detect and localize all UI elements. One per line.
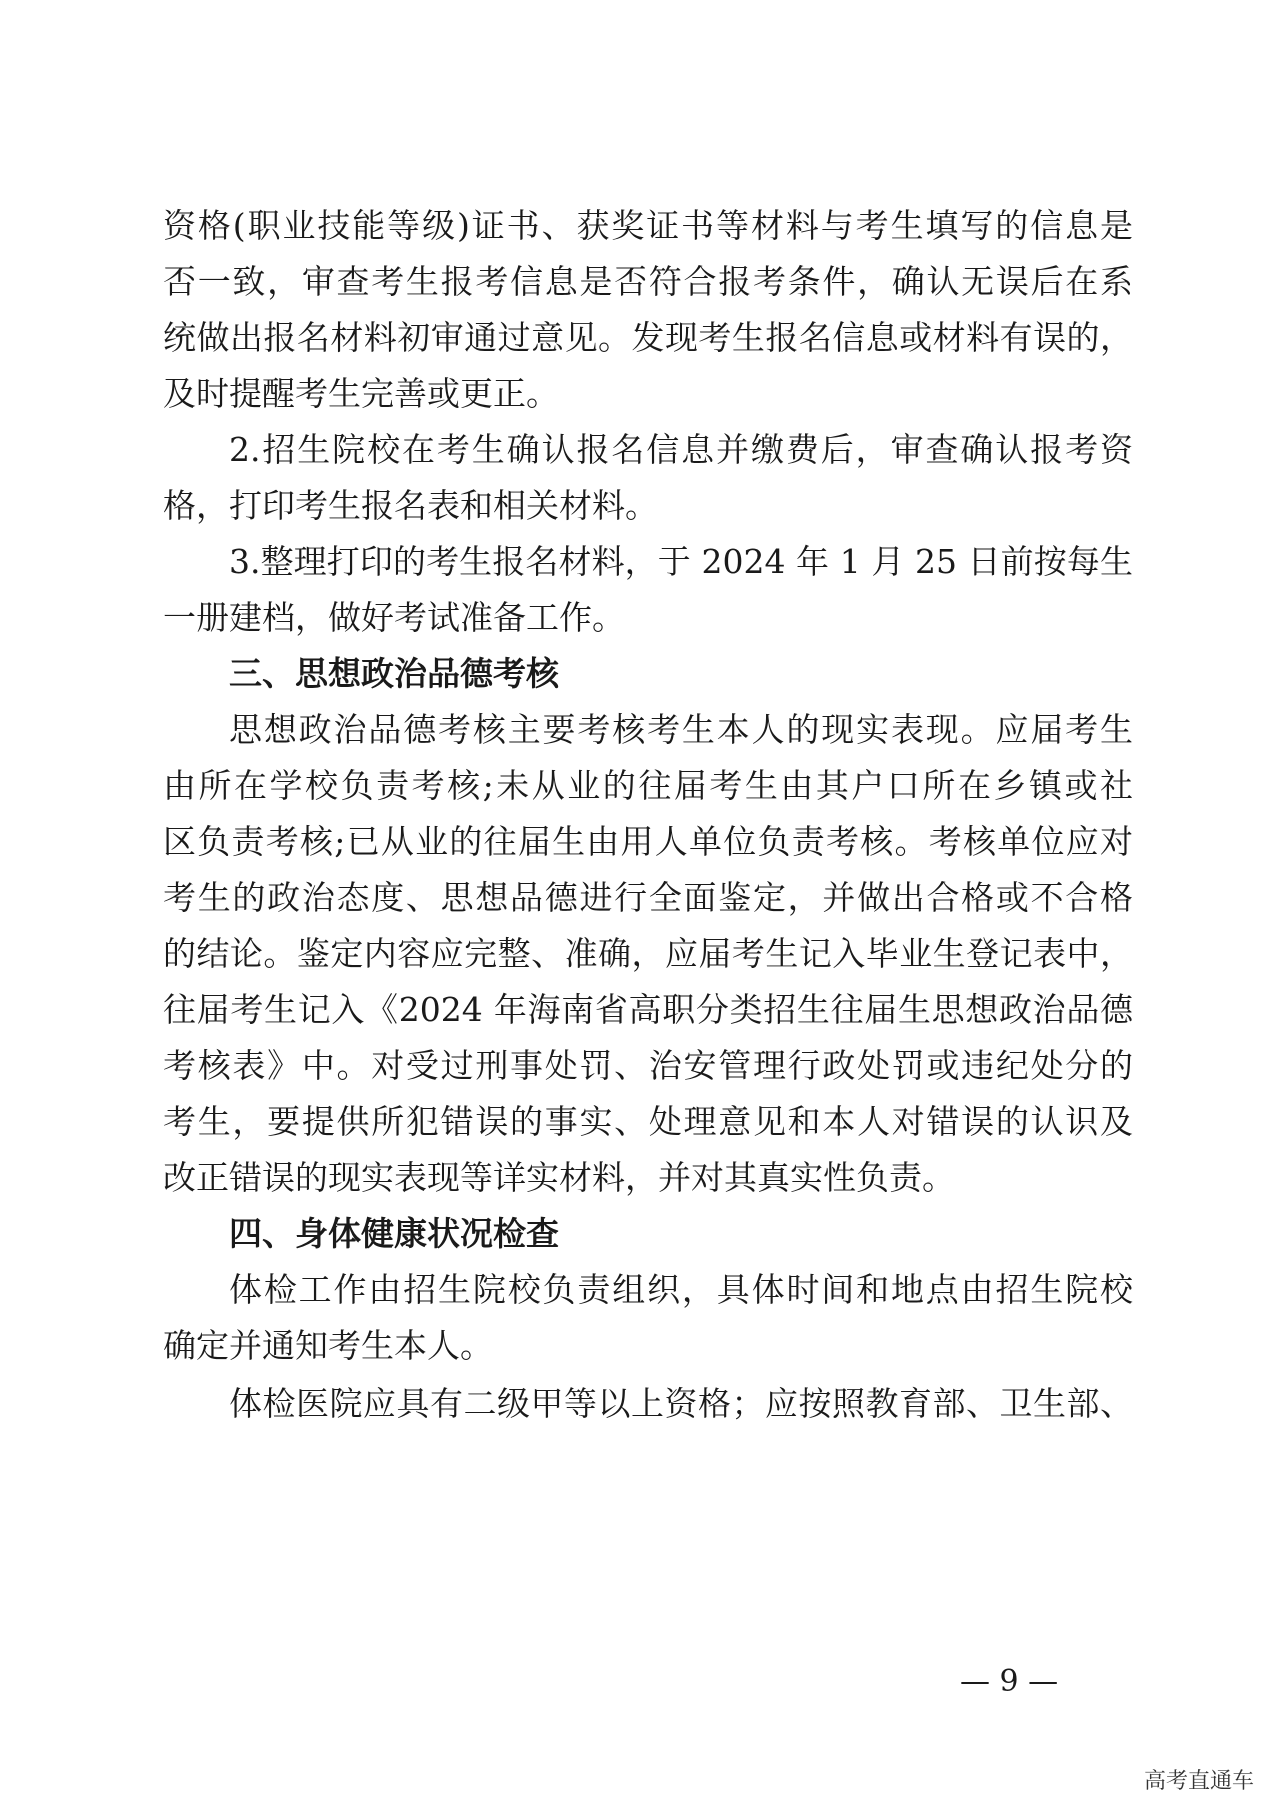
text-line-13: 考生的政治态度、思想品德进行全面鉴定，并做出合格或不合格	[163, 878, 1133, 917]
text-line-7: 3.整理打印的考生报名材料，于 2024 年 1 月 25 日前按每生	[229, 542, 1133, 581]
section-heading-3: 三、思想政治品德考核	[229, 654, 559, 693]
text-line-17: 考生，要提供所犯错误的事实、处理意见和本人对错误的认识及	[163, 1102, 1133, 1141]
text-line-14: 的结论。鉴定内容应完整、准确，应届考生记入毕业生登记表中，	[163, 934, 1133, 973]
text-line-20: 体检工作由招生院校负责组织，具体时间和地点由招生院校	[229, 1270, 1133, 1309]
page-number: — 9 —	[960, 1664, 1059, 1699]
text-line-10: 思想政治品德考核主要考核考生本人的现实表现。应届考生	[229, 710, 1133, 749]
text-line-8: 一册建档，做好考试准备工作。	[163, 598, 625, 637]
watermark-text: 高考直通车	[1143, 1769, 1254, 1794]
section-heading-4: 四、身体健康状况检查	[229, 1214, 559, 1253]
text-line-6: 格，打印考生报名表和相关材料。	[163, 486, 658, 525]
text-line-4: 及时提醒考生完善或更正。	[163, 374, 559, 413]
text-line-22: 体检医院应具有二级甲等以上资格；应按照教育部、卫生部、	[229, 1384, 1133, 1423]
text-line-11: 由所在学校负责考核;未从业的往届考生由其户口所在乡镇或社	[163, 766, 1133, 805]
text-line-15: 往届考生记入《2024 年海南省高职分类招生往届生思想政治品德	[163, 990, 1133, 1029]
text-line-2: 否一致，审查考生报考信息是否符合报考条件，确认无误后在系	[163, 262, 1133, 301]
text-line-18: 改正错误的现实表现等详实材料，并对其真实性负责。	[163, 1158, 955, 1197]
text-line-21: 确定并通知考生本人。	[163, 1326, 493, 1365]
text-line-3: 统做出报名材料初审通过意见。发现考生报名信息或材料有误的，	[163, 318, 1133, 357]
text-line-5: 2.招生院校在考生确认报名信息并缴费后，审查确认报考资	[229, 430, 1133, 469]
text-line-16: 考核表》中。对受过刑事处罚、治安管理行政处罚或违纪处分的	[163, 1046, 1133, 1085]
text-line-1: 资格(职业技能等级)证书、获奖证书等材料与考生填写的信息是	[163, 206, 1133, 245]
text-line-12: 区负责考核;已从业的往届生由用人单位负责考核。考核单位应对	[163, 822, 1133, 861]
